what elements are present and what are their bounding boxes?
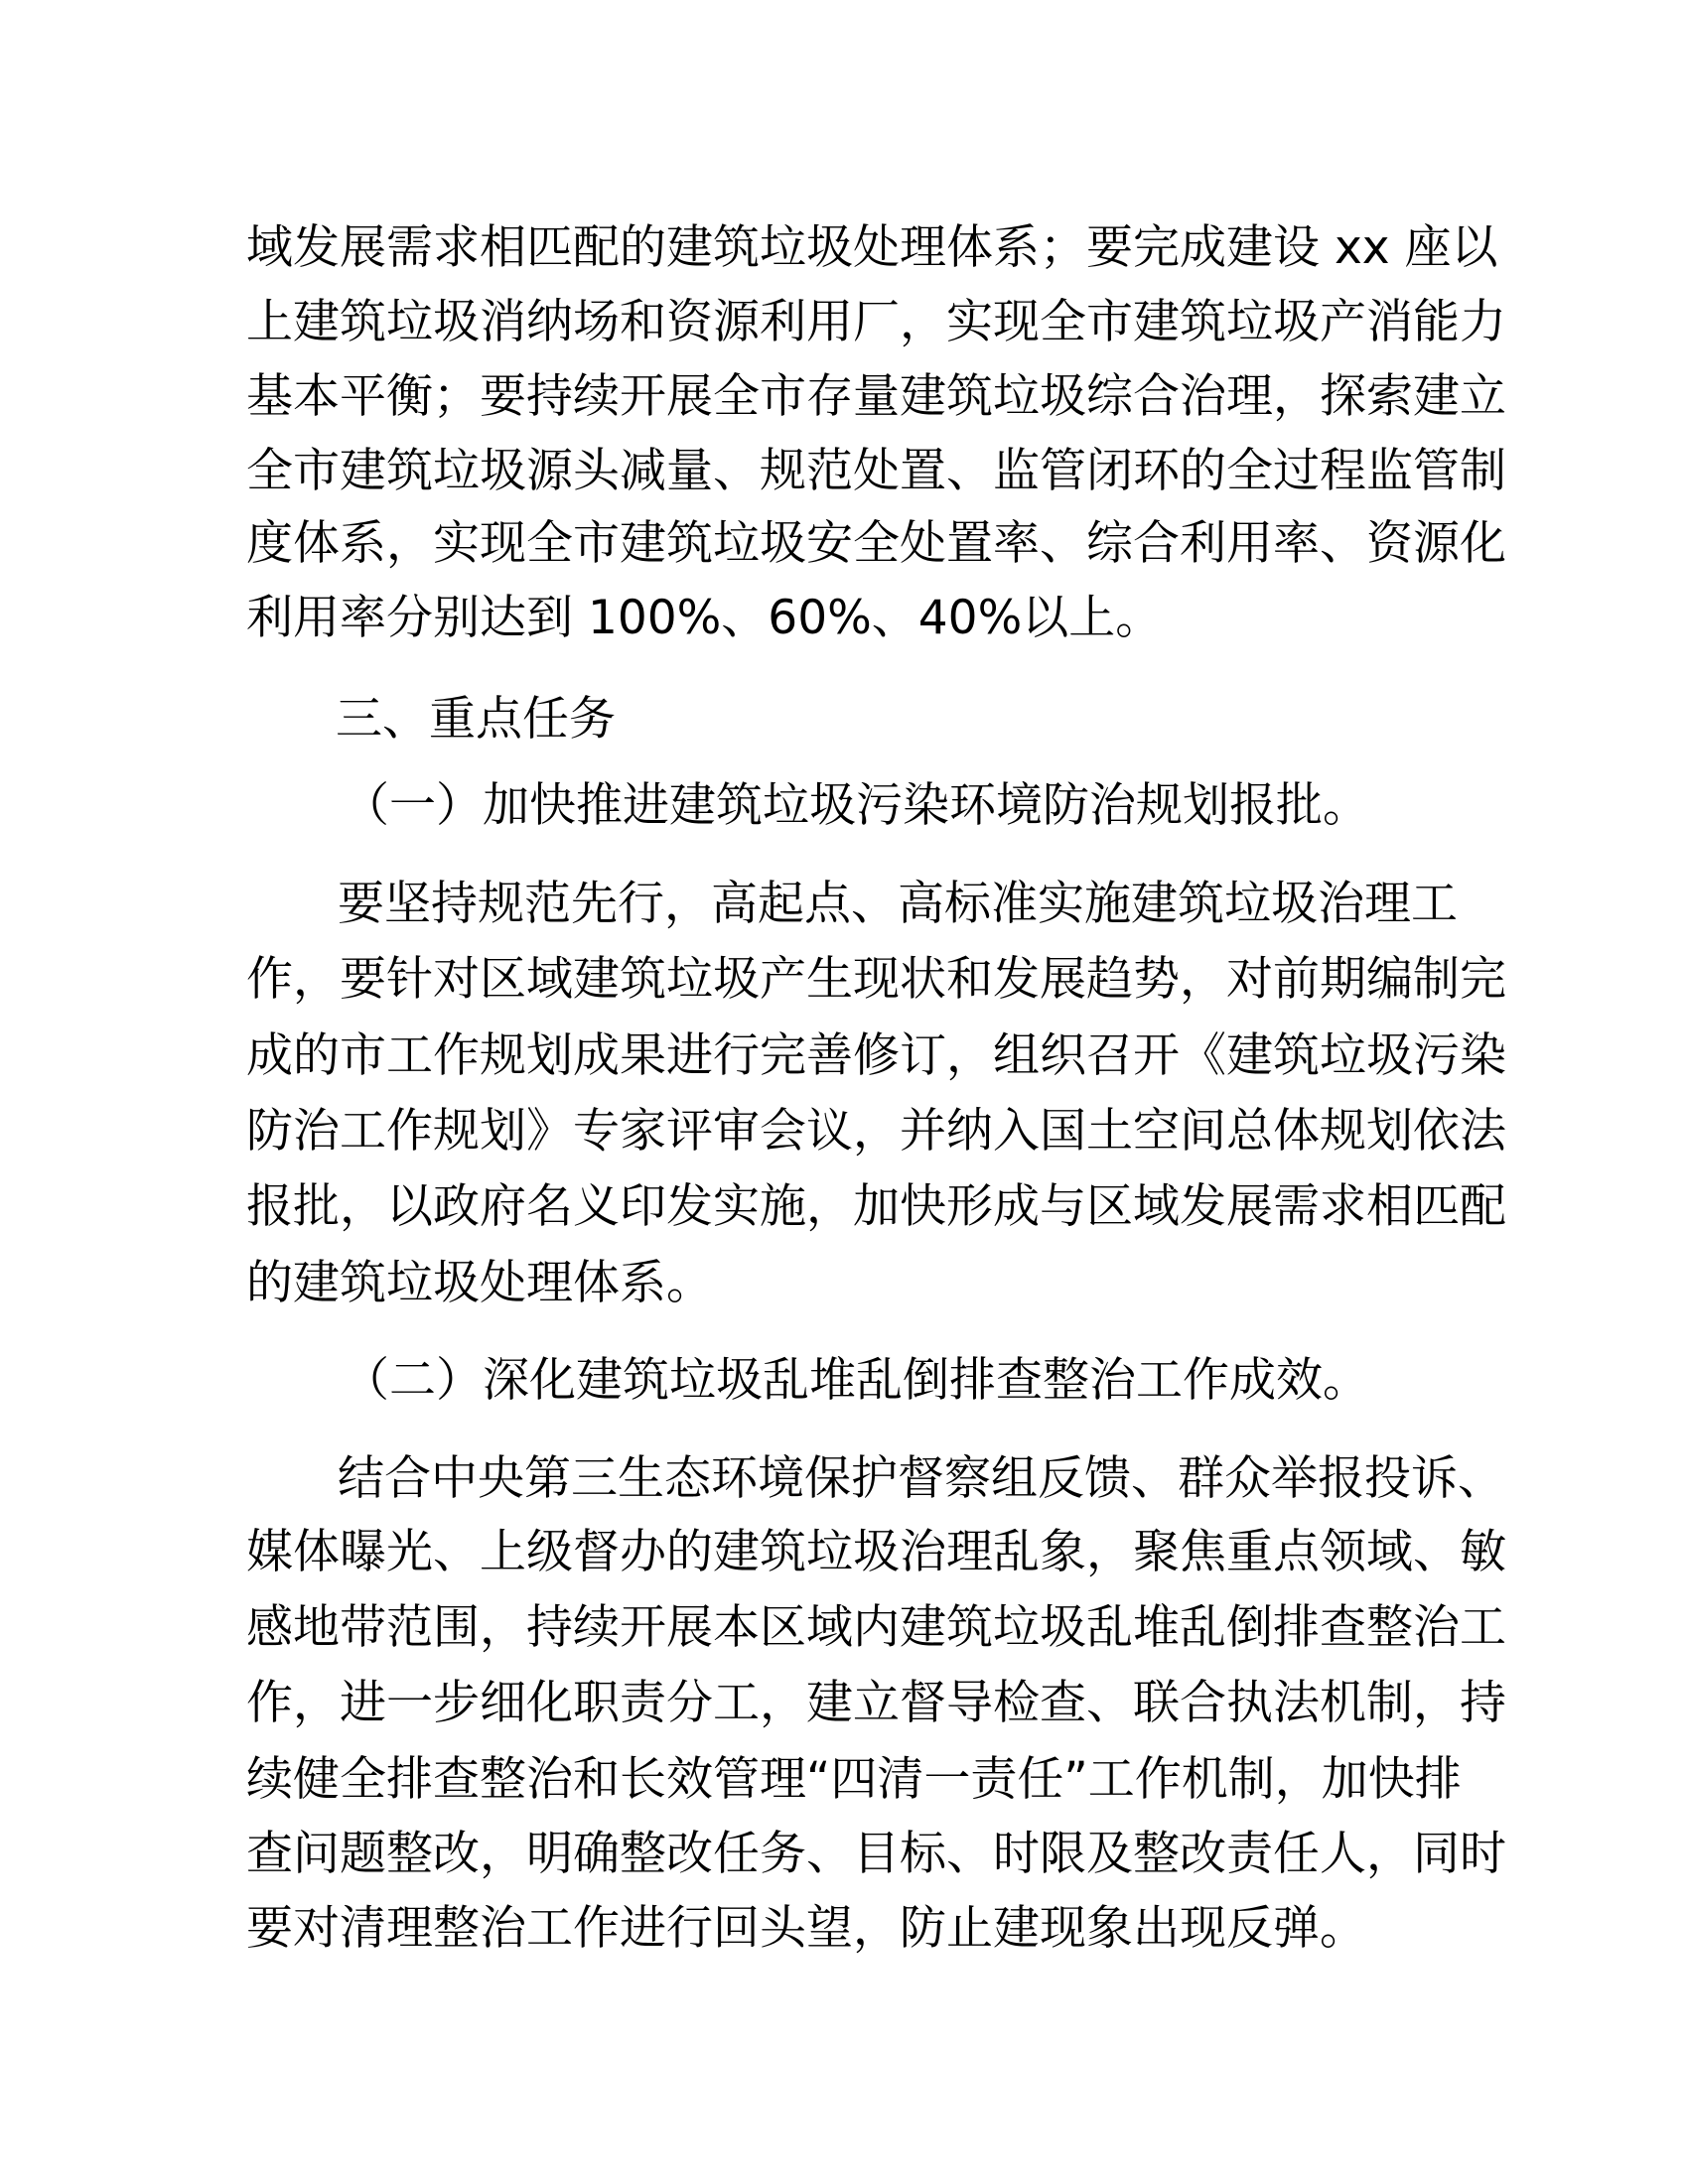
- paragraph-line: 的建筑垃圾处理体系。: [246, 1256, 713, 1310]
- paragraph-line: 成的市工作规划成果进行完善修订，组织召开《建筑垃圾污染: [246, 1028, 1506, 1083]
- subsection-heading: （一）加快推进建筑垃圾污染环境防治规划报批。: [343, 778, 1369, 833]
- paragraph-line: 查问题整改，明确整改任务、目标、时限及整改责任人，同时: [246, 1827, 1506, 1881]
- paragraph-line: 作，要针对区域建筑垃圾产生现状和发展趋势，对前期编制完: [246, 952, 1506, 1007]
- paragraph-line: 作，进一步细化职责分工，建立督导检查、联合执法机制，持: [246, 1676, 1506, 1730]
- paragraph-line: 基本平衡；要持续开展全市存量建筑垃圾综合治理，探索建立: [246, 369, 1506, 424]
- section-heading: 三、重点任务: [336, 692, 616, 747]
- paragraph-line: 结合中央第三生态环境保护督察组反馈、群众举报投诉、: [338, 1451, 1504, 1506]
- paragraph-line: 防治工作规划》专家评审会议，并纳入国土空间总体规划依法: [246, 1104, 1506, 1159]
- paragraph-line: 上建筑垃圾消纳场和资源利用厂，实现全市建筑垃圾产消能力: [246, 295, 1506, 349]
- paragraph-line: 全市建筑垃圾源头减量、规范处置、监管闭环的全过程监管制: [246, 444, 1506, 498]
- paragraph-line: 要坚持规范先行，高起点、高标准实施建筑垃圾治理工: [338, 877, 1458, 931]
- paragraph-line: 续健全排查整治和长效管理“四清一责任”工作机制，加快排: [246, 1752, 1462, 1807]
- paragraph-line: 报批，以政府名义印发实施，加快形成与区域发展需求相匹配: [246, 1179, 1506, 1234]
- paragraph-line: 度体系，实现全市建筑垃圾安全处置率、综合利用率、资源化: [246, 516, 1506, 571]
- paragraph-line: 利用率分别达到 100%、60%、40%以上。: [246, 591, 1163, 645]
- paragraph-line: 感地带范围，持续开展本区域内建筑垃圾乱堆乱倒排查整治工: [246, 1600, 1506, 1655]
- subsection-heading: （二）深化建筑垃圾乱堆乱倒排查整治工作成效。: [343, 1353, 1369, 1408]
- paragraph-line: 要对清理整治工作进行回头望，防止建现象出现反弹。: [246, 1901, 1366, 1956]
- paragraph-line: 媒体曝光、上级督办的建筑垃圾治理乱象，聚焦重点领域、敏: [246, 1525, 1506, 1579]
- paragraph-line: 域发展需求相匹配的建筑垃圾处理体系；要完成建设 xx 座以: [246, 220, 1498, 275]
